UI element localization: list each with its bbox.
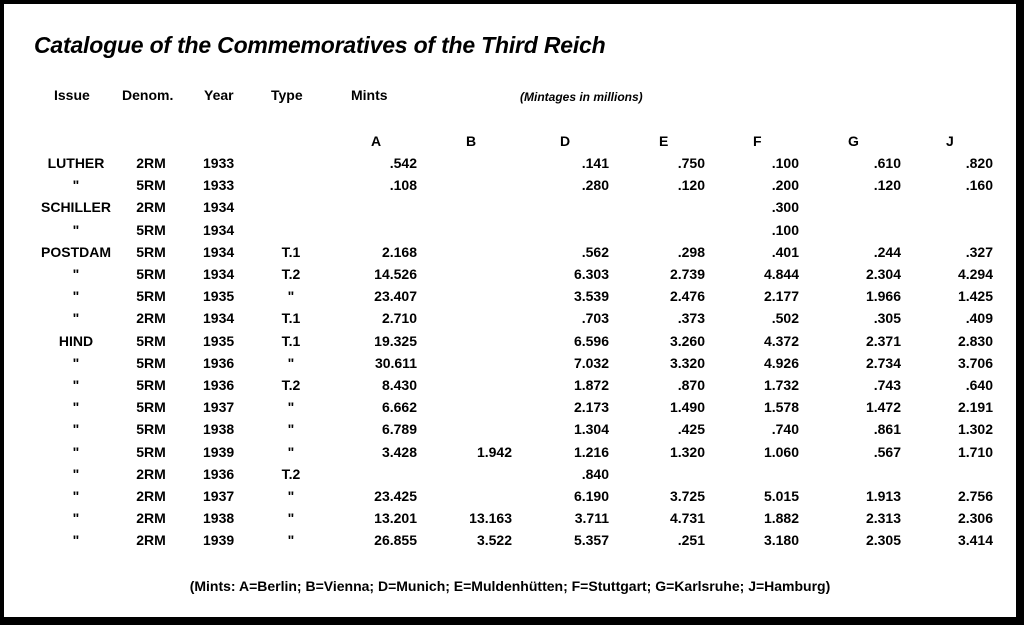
cell-mint-j: 2.306 xyxy=(957,510,993,526)
cell-denom: 5RM xyxy=(136,399,166,415)
cell-mint-d: 6.303 xyxy=(573,266,609,282)
cell-issue: " xyxy=(72,377,80,393)
cell-mint-d: 3.711 xyxy=(574,510,609,526)
cell-mint-f: .100 xyxy=(771,222,799,238)
cell-year: 1937 xyxy=(203,399,235,415)
cell-mint-g: 2.305 xyxy=(865,532,901,548)
mint-header-g: G xyxy=(848,133,859,149)
cell-mint-e: 1.320 xyxy=(669,444,705,460)
cell-denom: 2RM xyxy=(136,488,166,504)
cell-mint-d: .280 xyxy=(581,177,609,193)
cell-mint-g: .567 xyxy=(873,444,901,460)
cell-type: " xyxy=(287,355,295,371)
cell-mint-e: .425 xyxy=(677,421,705,437)
mint-header-d: D xyxy=(560,133,571,149)
cell-mint-d: 3.539 xyxy=(573,288,609,304)
cell-mint-d: .703 xyxy=(581,310,609,326)
cell-mint-f: .740 xyxy=(771,421,799,437)
cell-mint-a: 14.526 xyxy=(374,266,417,282)
cell-mint-a: 2.168 xyxy=(381,244,417,260)
cell-mint-a: 19.325 xyxy=(374,333,417,349)
cell-year: 1936 xyxy=(203,466,235,482)
cell-mint-f: 4.844 xyxy=(763,266,799,282)
cell-year: 1934 xyxy=(203,266,235,282)
cell-type: T.1 xyxy=(281,333,301,349)
cell-mint-j: .640 xyxy=(965,377,993,393)
cell-mint-a: 6.789 xyxy=(381,421,417,437)
cell-mint-a: 23.425 xyxy=(374,488,417,504)
cell-denom: 2RM xyxy=(136,155,166,171)
cell-year: 1933 xyxy=(203,155,235,171)
cell-mint-f: 1.060 xyxy=(763,444,799,460)
cell-mint-e: .373 xyxy=(677,310,705,326)
cell-mint-e: 4.731 xyxy=(669,510,705,526)
cell-mint-a: .542 xyxy=(389,155,417,171)
cell-mint-f: 4.372 xyxy=(763,333,799,349)
cell-year: 1935 xyxy=(203,288,235,304)
cell-mint-a: 2.710 xyxy=(381,310,417,326)
cell-mint-e: .120 xyxy=(677,177,705,193)
cell-issue: " xyxy=(72,488,80,504)
cell-mint-j: 2.191 xyxy=(957,399,993,415)
cell-mint-f: 1.882 xyxy=(763,510,799,526)
cell-denom: 2RM xyxy=(136,199,166,215)
cell-mint-d: .141 xyxy=(581,155,609,171)
cell-mint-d: .840 xyxy=(581,466,609,482)
cell-mint-e: 3.260 xyxy=(669,333,705,349)
cell-mint-g: .305 xyxy=(873,310,901,326)
cell-mint-j: 2.756 xyxy=(957,488,993,504)
cell-denom: 2RM xyxy=(136,310,166,326)
cell-mint-a: 13.201 xyxy=(374,510,417,526)
page-title: Catalogue of the Commemoratives of the Third Reich xyxy=(34,32,606,58)
cell-year: 1936 xyxy=(203,377,235,393)
cell-mint-g: .610 xyxy=(873,155,901,171)
cell-type: " xyxy=(287,532,295,548)
cell-mint-e: .870 xyxy=(677,377,705,393)
cell-denom: 5RM xyxy=(136,288,166,304)
cell-mint-g: .120 xyxy=(873,177,901,193)
cell-mint-e: 2.739 xyxy=(669,266,705,282)
cell-year: 1939 xyxy=(203,532,235,548)
cell-type: T.2 xyxy=(281,377,301,393)
cell-issue: " xyxy=(72,399,80,415)
header-denom: Denom. xyxy=(122,87,174,103)
cell-mint-g: .861 xyxy=(873,421,901,437)
cell-mint-g: 1.966 xyxy=(865,288,901,304)
mint-legend: (Mints: A=Berlin; B=Vienna; D=Munich; E=Muldenhütten; F=Stuttgart; G=Karlsruhe; J=Hamburg) xyxy=(189,578,831,594)
cell-mint-j: 1.302 xyxy=(957,421,993,437)
cell-mint-j: 1.425 xyxy=(957,288,993,304)
cell-year: 1934 xyxy=(203,222,235,238)
cell-denom: 5RM xyxy=(136,222,166,238)
cell-mint-f: 1.578 xyxy=(763,399,799,415)
cell-issue: " xyxy=(72,421,80,437)
cell-year: 1934 xyxy=(203,310,235,326)
cell-issue: POSTDAM xyxy=(41,244,111,260)
cell-mint-d: 6.190 xyxy=(573,488,609,504)
cell-mint-f: .200 xyxy=(771,177,799,193)
cell-mint-e: 1.490 xyxy=(669,399,705,415)
cell-denom: 5RM xyxy=(136,333,166,349)
header-year: Year xyxy=(204,87,234,103)
cell-year: 1934 xyxy=(203,199,235,215)
cell-mint-g: 2.734 xyxy=(865,355,901,371)
cell-mint-d: 6.596 xyxy=(573,333,609,349)
cell-mint-e: 2.476 xyxy=(669,288,705,304)
cell-type: " xyxy=(287,488,295,504)
cell-mint-a: 8.430 xyxy=(381,377,417,393)
cell-issue: " xyxy=(72,288,80,304)
cell-denom: 2RM xyxy=(136,510,166,526)
cell-mint-a: 23.407 xyxy=(374,288,417,304)
cell-mint-j: 3.706 xyxy=(957,355,993,371)
header-mints: Mints xyxy=(351,87,388,103)
header-issue: Issue xyxy=(54,87,90,103)
cell-type: T.2 xyxy=(281,466,301,482)
cell-year: 1937 xyxy=(203,488,235,504)
cell-mint-f: 4.926 xyxy=(763,355,799,371)
cell-mint-j: .327 xyxy=(965,244,993,260)
cell-type: T.1 xyxy=(281,310,301,326)
cell-denom: 5RM xyxy=(136,421,166,437)
cell-denom: 2RM xyxy=(136,466,166,482)
cell-issue: HIND xyxy=(58,333,94,349)
mint-header-j: J xyxy=(946,133,954,149)
cell-issue: LUTHER xyxy=(47,155,105,171)
cell-mint-j: .409 xyxy=(965,310,993,326)
cell-mint-g: 2.304 xyxy=(865,266,901,282)
cell-issue: SCHILLER xyxy=(41,199,111,215)
cell-type: " xyxy=(287,421,295,437)
mint-header-f: F xyxy=(753,133,762,149)
cell-mint-g: .743 xyxy=(873,377,901,393)
cell-year: 1935 xyxy=(203,333,235,349)
cell-type: " xyxy=(287,510,295,526)
cell-year: 1938 xyxy=(203,421,235,437)
cell-denom: 5RM xyxy=(136,244,166,260)
cell-denom: 5RM xyxy=(136,355,166,371)
cell-mint-g: .244 xyxy=(873,244,901,260)
cell-issue: " xyxy=(72,222,80,238)
cell-mint-j: 1.710 xyxy=(957,444,993,460)
cell-year: 1933 xyxy=(203,177,235,193)
mint-header-a: A xyxy=(371,133,382,149)
cell-mint-f: 1.732 xyxy=(763,377,799,393)
cell-mint-g: 1.472 xyxy=(865,399,901,415)
cell-mint-a: 3.428 xyxy=(381,444,417,460)
cell-denom: 5RM xyxy=(136,177,166,193)
cell-mint-f: .401 xyxy=(771,244,799,260)
cell-mint-d: 5.357 xyxy=(573,532,609,548)
mint-header-e: E xyxy=(659,133,669,149)
cell-issue: " xyxy=(72,444,80,460)
cell-year: 1938 xyxy=(203,510,235,526)
cell-mint-b: 13.163 xyxy=(469,510,512,526)
cell-type: " xyxy=(287,444,295,460)
cell-issue: " xyxy=(72,466,80,482)
cell-denom: 5RM xyxy=(136,266,166,282)
cell-mint-d: .562 xyxy=(581,244,609,260)
cell-mint-g: 2.313 xyxy=(865,510,901,526)
cell-mint-d: 2.173 xyxy=(573,399,609,415)
cell-mint-e: .251 xyxy=(677,532,705,548)
cell-mint-d: 1.872 xyxy=(573,377,609,393)
cell-year: 1939 xyxy=(203,444,235,460)
cell-issue: " xyxy=(72,177,80,193)
cell-denom: 2RM xyxy=(136,532,166,548)
cell-mint-b: 1.942 xyxy=(476,444,512,460)
cell-mint-f: 5.015 xyxy=(763,488,799,504)
cell-type: T.2 xyxy=(281,266,301,282)
cell-mint-d: 1.304 xyxy=(573,421,609,437)
cell-mint-d: 1.216 xyxy=(573,444,609,460)
cell-mint-b: 3.522 xyxy=(476,532,512,548)
cell-denom: 5RM xyxy=(136,444,166,460)
cell-issue: " xyxy=(72,355,80,371)
cell-mint-a: 26.855 xyxy=(374,532,417,548)
cell-mint-f: .502 xyxy=(771,310,799,326)
header-type: Type xyxy=(271,87,303,103)
cell-mint-j: 2.830 xyxy=(957,333,993,349)
cell-issue: " xyxy=(72,310,80,326)
cell-mint-f: .100 xyxy=(771,155,799,171)
cell-mint-e: 3.320 xyxy=(669,355,705,371)
cell-type: " xyxy=(287,399,295,415)
cell-mint-j: 3.414 xyxy=(957,532,993,548)
cell-mint-f: 2.177 xyxy=(763,288,799,304)
cell-mint-e: 3.725 xyxy=(669,488,705,504)
cell-mint-a: 30.611 xyxy=(374,355,417,371)
cell-mint-a: 6.662 xyxy=(381,399,417,415)
cell-mint-j: 4.294 xyxy=(957,266,993,282)
cell-mint-e: .750 xyxy=(677,155,705,171)
cell-mint-f: 3.180 xyxy=(763,532,799,548)
cell-type: " xyxy=(287,288,295,304)
cell-mint-f: .300 xyxy=(771,199,799,215)
cell-denom: 5RM xyxy=(136,377,166,393)
cell-issue: " xyxy=(72,510,80,526)
cell-mint-d: 7.032 xyxy=(573,355,609,371)
cell-mint-j: .160 xyxy=(965,177,993,193)
cell-issue: " xyxy=(72,532,80,548)
cell-mint-g: 1.913 xyxy=(865,488,901,504)
cell-year: 1934 xyxy=(203,244,235,260)
mint-header-b: B xyxy=(466,133,477,149)
cell-mint-a: .108 xyxy=(389,177,417,193)
cell-mint-e: .298 xyxy=(677,244,705,260)
cell-year: 1936 xyxy=(203,355,235,371)
cell-issue: " xyxy=(72,266,80,282)
cell-type: T.1 xyxy=(281,244,301,260)
cell-mint-g: 2.371 xyxy=(865,333,901,349)
mintage-note: (Mintages in millions) xyxy=(520,90,643,104)
catalogue-document xyxy=(4,4,1016,617)
cell-mint-j: .820 xyxy=(965,155,993,171)
